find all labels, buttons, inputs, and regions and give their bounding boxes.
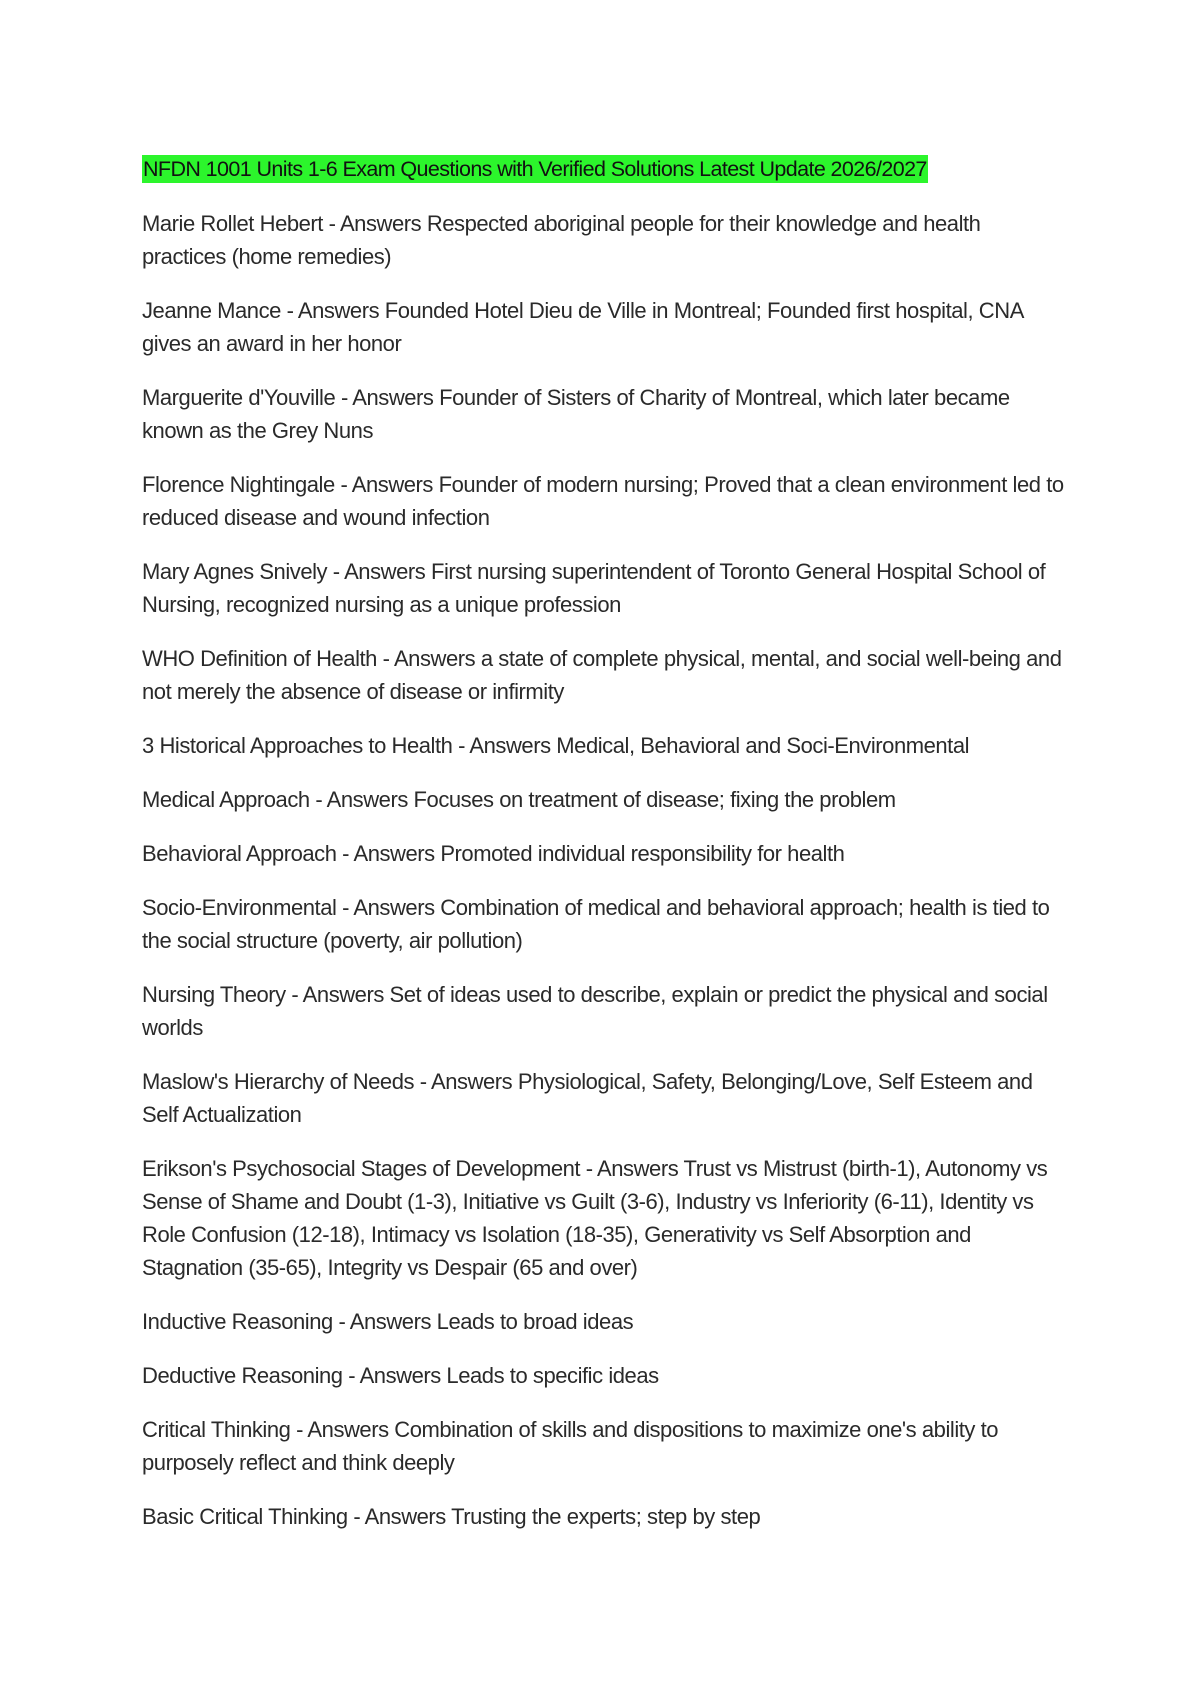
flashcard-entry: Socio-Environmental - Answers Combination of medical and behavioral approach; health is tied to the social structure (poverty, air pollution) xyxy=(142,895,1050,953)
flashcard-entry: Erikson's Psychosocial Stages of Development - Answers Trust vs Mistrust (birth-1), Autonomy vs Sense of Shame and Doubt (1-3), Initiative vs Guilt (3-6), Industry vs Inferiority (6-11), Identity vs Role Confusion (12-18), Intimacy vs Isolation (18-35), Generativity vs Self Absorption and Stagnation (35-65), Integrity vs Despair (65 and over) xyxy=(142,1156,1048,1280)
document-title: NFDN 1001 Units 1-6 Exam Questions with Verified Solutions Latest Update 2026/2027 xyxy=(143,157,927,181)
flashcard-entry: Marguerite d'Youville - Answers Founder of Sisters of Charity of Montreal, which later became known as the Grey Nuns xyxy=(142,385,1010,443)
flashcard-entry: Deductive Reasoning - Answers Leads to specific ideas xyxy=(142,1363,659,1388)
flashcard-entry: Behavioral Approach - Answers Promoted individual responsibility for health xyxy=(142,841,845,866)
flashcard-entry: Basic Critical Thinking - Answers Trusting the experts; step by step xyxy=(142,1504,761,1529)
flashcard-entry: Medical Approach - Answers Focuses on treatment of disease; fixing the problem xyxy=(142,787,896,812)
flashcard-entry: 3 Historical Approaches to Health - Answers Medical, Behavioral and Soci-Environmental xyxy=(142,733,970,758)
flashcard-entry: Marie Rollet Hebert - Answers Respected aboriginal people for their knowledge and health practices (home remedies) xyxy=(142,211,981,269)
document-page xyxy=(142,152,1067,1554)
flashcard-entry: Mary Agnes Snively - Answers First nursing superintendent of Toronto General Hospital School of Nursing, recognized nursing as a unique profession xyxy=(142,559,1046,617)
flashcard-entry: Florence Nightingale - Answers Founder of modern nursing; Proved that a clean environment led to reduced disease and wound infection xyxy=(142,472,1064,530)
flashcard-entry: Maslow's Hierarchy of Needs - Answers Physiological, Safety, Belonging/Love, Self Esteem and Self Actualization xyxy=(142,1069,1033,1127)
flashcard-entry: Inductive Reasoning - Answers Leads to broad ideas xyxy=(142,1309,634,1334)
flashcard-entry: Critical Thinking - Answers Combination of skills and dispositions to maximize one's ability to purposely reflect and think deeply xyxy=(142,1417,999,1475)
flashcard-entry: Nursing Theory - Answers Set of ideas used to describe, explain or predict the physical and social worlds xyxy=(142,982,1048,1040)
flashcard-entry: WHO Definition of Health - Answers a state of complete physical, mental, and social well-being and not merely the absence of disease or infirmity xyxy=(142,646,1062,704)
flashcard-entry: Jeanne Mance - Answers Founded Hotel Dieu de Ville in Montreal; Founded first hospital, CNA gives an award in her honor xyxy=(142,298,1023,356)
title-block xyxy=(142,152,1067,189)
